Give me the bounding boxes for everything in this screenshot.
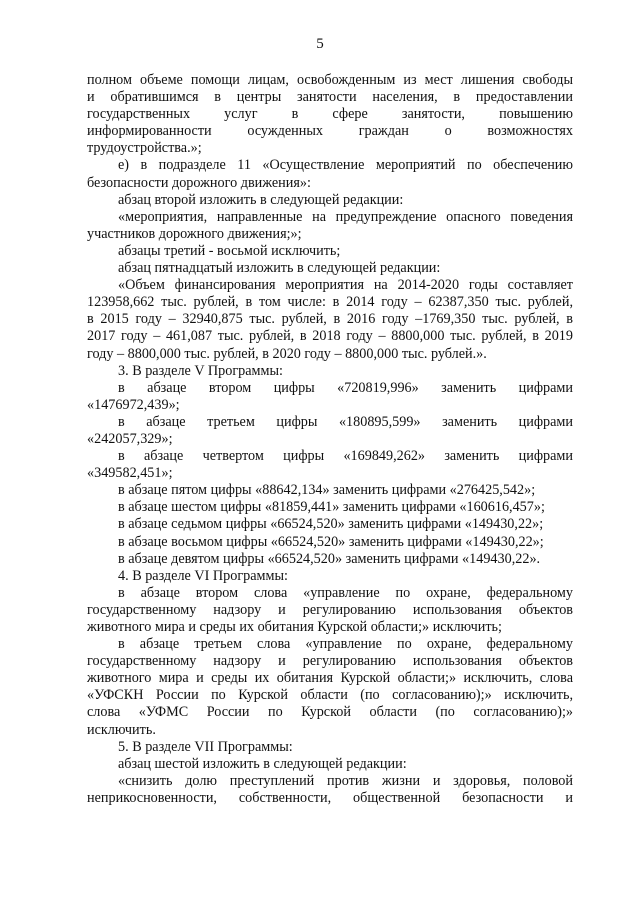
text-line: абзац второй изложить в следующей редакции: bbox=[118, 191, 404, 208]
text-line: информированности осужденных граждан о возможностях bbox=[87, 123, 573, 140]
text-line: «349582,451»; bbox=[87, 465, 173, 482]
text-line: абзац шестой изложить в следующей редакции: bbox=[118, 755, 407, 772]
text-line: в абзаце девятом цифры «66524,520» заменить цифрами «149430,22». bbox=[118, 550, 541, 567]
text-line: «Объем финансирования мероприятия на 2014-2020 годы составляет bbox=[118, 277, 573, 294]
text-line: трудоустройства.»; bbox=[87, 140, 202, 157]
text-line: полном объеме помощи лицам, освобожденным из мест лишения свободы bbox=[87, 72, 573, 88]
text-line: животного мира и среды их обитания Курской области;» исключить; bbox=[87, 619, 502, 635]
text-line: государственному надзору и регулированию использования объектов bbox=[87, 653, 573, 670]
text-line: е) в подразделе 11 «Осуществление мероприятий по обеспечению bbox=[118, 157, 573, 174]
text-line: исключить. bbox=[87, 721, 156, 738]
text-line: животного мира и среды их обитания Курской области;» исключить, слова bbox=[87, 670, 573, 687]
text-line: в абзаце третьем слова «управление по охране, федеральному bbox=[118, 636, 573, 653]
text-line: безопасности дорожного движения»: bbox=[87, 174, 311, 191]
text-line: 2017 году – 461,087 тыс. рублей, в 2018 году – 8800,000 тыс. рублей, в 2019 bbox=[87, 328, 573, 345]
text-line: 123958,662 тыс. рублей, в том числе: в 2014 году – 62387,350 тыс. рублей, bbox=[87, 294, 573, 311]
text-line: государственному надзору и регулированию использования объектов bbox=[87, 601, 573, 618]
text-line: в абзаце третьем цифры «180895,599» заменить цифрами bbox=[118, 413, 573, 430]
text-line: «242057,329»; bbox=[87, 430, 173, 447]
text-line: в абзаце четвертом цифры «169849,262» заменить цифрами bbox=[118, 448, 573, 465]
text-line: «снизить долю преступлений против жизни и здоровья, половой bbox=[118, 772, 573, 789]
text-line: абзацы третий - восьмой исключить; bbox=[118, 242, 341, 259]
text-line: году – 8800,000 тыс. рублей, в 2020 году – 8800,000 тыс. рублей.». bbox=[87, 345, 487, 362]
text-line: неприкосновенности, собственности, общественной безопасности и bbox=[87, 789, 573, 806]
text-line: «мероприятия, направленные на предупреждение опасного поведения bbox=[118, 208, 573, 225]
text-line: слова «УФМС России по Курской области (по согласованию);» bbox=[87, 704, 573, 721]
text-line: в 2015 году – 32940,875 тыс. рублей, в 2016 году –1769,350 тыс. рублей, в bbox=[87, 311, 573, 328]
text-line: в абзаце втором слова «управление по охране, федеральному bbox=[118, 584, 573, 601]
text-line: 5. В разделе VII Программы: bbox=[118, 738, 293, 755]
text-line: в абзаце восьмом цифры «66524,520» заменить цифрами «149430,22»; bbox=[118, 533, 544, 550]
page-number: 5 bbox=[316, 36, 324, 52]
document-body bbox=[87, 72, 573, 807]
text-line: «1476972,439»; bbox=[87, 396, 180, 413]
text-line: государственных услуг в сфере занятости, повышению bbox=[87, 106, 573, 123]
text-line: и обратившимся в центры занятости населения, в предоставлении bbox=[87, 89, 573, 106]
text-line: абзац пятнадцатый изложить в следующей редакции: bbox=[118, 260, 441, 277]
text-line: 3. В разделе V Программы: bbox=[118, 362, 283, 379]
text-line: в абзаце шестом цифры «81859,441» заменить цифрами «160616,457»; bbox=[118, 499, 545, 516]
text-line: участников дорожного движения;»; bbox=[87, 225, 302, 242]
text-line: 4. В разделе VI Программы: bbox=[118, 567, 288, 584]
text-line: в абзаце пятом цифры «88642,134» заменить цифрами «276425,542»; bbox=[118, 482, 536, 499]
text-line: «УФСКН России по Курской области (по согласованию);» исключить, bbox=[87, 687, 573, 704]
text-line: в абзаце седьмом цифры «66524,520» заменить цифрами «149430,22»; bbox=[118, 516, 544, 533]
text-line: в абзаце втором цифры «720819,996» заменить цифрами bbox=[118, 379, 573, 396]
